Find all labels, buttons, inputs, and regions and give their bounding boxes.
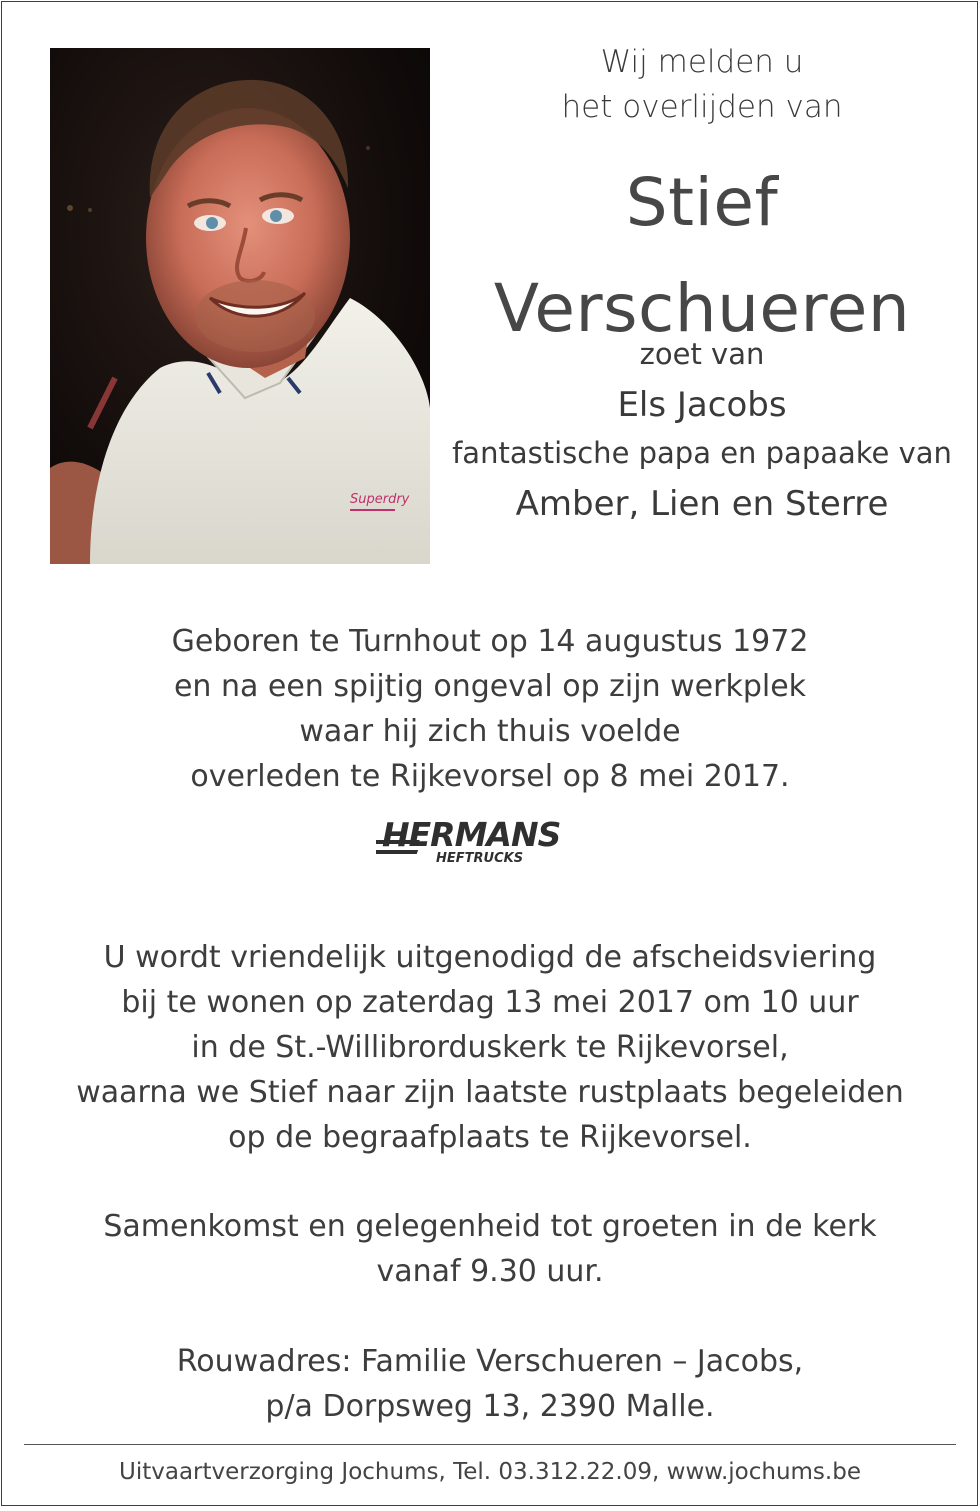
logo-sub: HEFTRUCKS xyxy=(436,851,524,866)
spouse-intro: zoet van xyxy=(639,337,765,371)
spouse-name: Els Jacobs xyxy=(617,385,787,425)
children-names: Amber, Lien en Sterre xyxy=(515,484,889,524)
bio-line: waar hij zich thuis voelde xyxy=(299,714,681,749)
address-line: Rouwadres: Familie Verschueren – Jacobs, xyxy=(176,1344,804,1379)
intro-line-2: het overlijden van xyxy=(561,89,843,125)
ceremony-line: waarna we Stief naar zijn laatste rustplaats begeleiden xyxy=(76,1075,904,1110)
bio-line: en na een spijtig ongeval op zijn werkplek xyxy=(173,669,807,704)
deceased-name xyxy=(452,150,952,362)
children-intro: fantastische papa en papaake van xyxy=(452,436,952,470)
bio-line: Geboren te Turnhout op 14 augustus 1972 xyxy=(171,624,809,659)
last-name: Verschueren xyxy=(493,270,911,347)
portrait-illustration xyxy=(50,48,430,564)
logo-brand: HERMANS xyxy=(382,815,561,854)
ceremony-line: in de St.-Willibrorduskerk te Rijkevorsel, xyxy=(191,1030,789,1065)
footer-undertaker: Uitvaartverzorging Jochums, Tel. 03.312.22.09, www.jochums.be xyxy=(119,1459,861,1485)
gathering-line: Samenkomst en gelegenheid tot groeten in de kerk xyxy=(103,1209,877,1244)
intro-text xyxy=(452,40,952,130)
ceremony-line: U wordt vriendelijk uitgenodigd de afscheidsviering xyxy=(103,940,877,975)
bio-line: overleden te Rijkevorsel op 8 mei 2017. xyxy=(190,759,790,794)
shirt-badge-text: Superdry xyxy=(350,492,410,507)
hermans-heftrucks-logo xyxy=(376,812,606,868)
ceremony-line: bij te wonen op zaterdag 13 mei 2017 om 10 uur xyxy=(121,985,859,1020)
biography xyxy=(0,619,980,799)
first-name: Stief xyxy=(625,164,779,241)
intro-line-1: Wij melden u xyxy=(600,44,804,80)
address-line: p/a Dorpsweg 13, 2390 Malle. xyxy=(265,1389,715,1424)
ceremony-line: op de begraafplaats te Rijkevorsel. xyxy=(228,1120,752,1155)
gathering-info xyxy=(0,1204,980,1294)
footer-divider xyxy=(24,1444,956,1445)
ceremony-info xyxy=(0,935,980,1160)
gathering-line: vanaf 9.30 uur. xyxy=(376,1254,604,1289)
mourning-address xyxy=(0,1339,980,1429)
logo-mark-icon xyxy=(376,812,606,868)
portrait-photo xyxy=(50,48,430,564)
